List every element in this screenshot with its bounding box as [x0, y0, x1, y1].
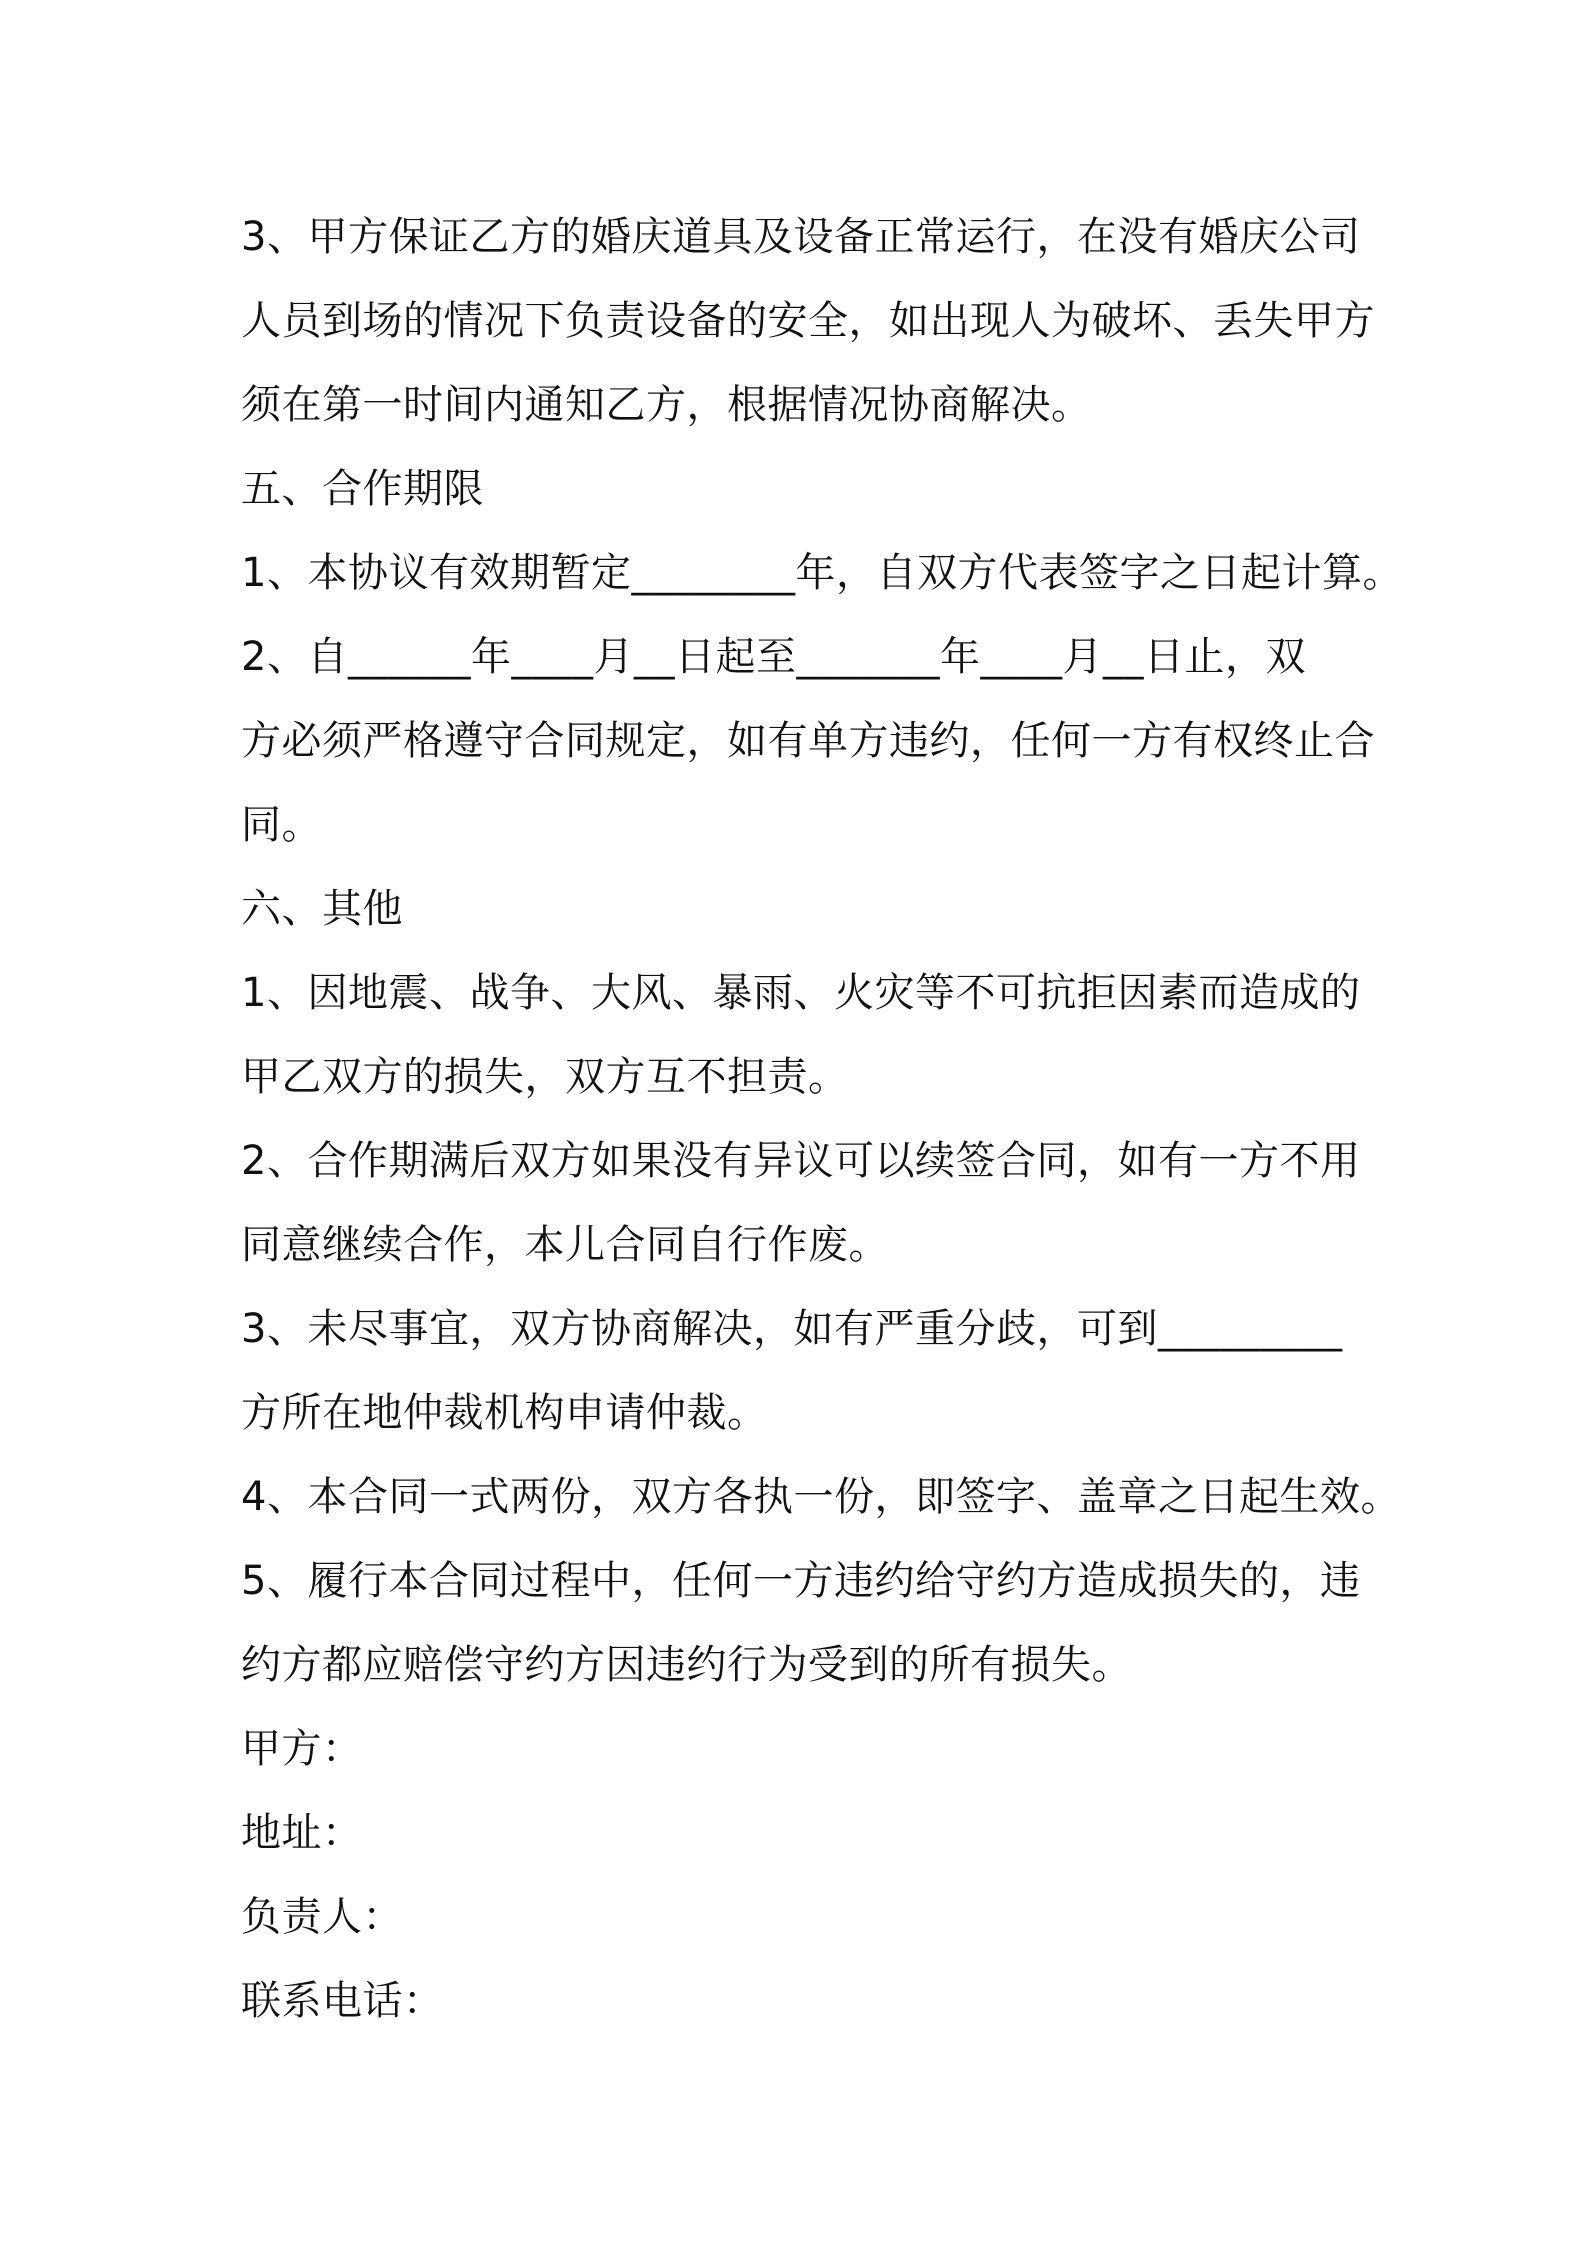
section-5-clause-2-line-2: 方必须严格遵守合同规定，如有单方违约，任何一方有权终止合: [241, 718, 1375, 764]
responsible-person-label: 负责人：: [241, 1894, 403, 1940]
section-6-clause-3-line-1: 3、未尽事宜，双方协商解决，如有严重分歧，可到_________: [241, 1306, 1343, 1352]
address-label: 地址：: [241, 1810, 363, 1856]
section-5-clause-2-line-1: 2、自______年____月__日起至_______年____月__日止，双: [241, 634, 1306, 680]
section-6-clause-2-line-1: 2、合作期满后双方如果没有异议可以续签合同，如有一方不用: [241, 1138, 1361, 1184]
contact-phone-label: 联系电话：: [241, 1978, 444, 2024]
clause-3-line-3: 须在第一时间内通知乙方，根据情况协商解决。: [241, 382, 1092, 428]
section-6-clause-5-line-1: 5、履行本合同过程中，任何一方违约给守约方造成损失的，违: [241, 1558, 1361, 1604]
clause-3-line-2: 人员到场的情况下负责设备的安全，如出现人为破坏、丢失甲方: [241, 298, 1375, 344]
section-5-heading: 五、合作期限: [241, 466, 484, 512]
clause-3-line-1: 3、甲方保证乙方的婚庆道具及设备正常运行，在没有婚庆公司: [241, 214, 1361, 260]
document-body: [241, 195, 1403, 2043]
section-6-clause-2-line-2: 同意继续合作，本儿合同自行作废。: [241, 1222, 889, 1268]
section-5-clause-1: 1、本协议有效期暂定________年，自双方代表签字之日起计算。: [241, 550, 1403, 596]
section-6-clause-4: 4、本合同一式两份，双方各执一份，即签字、盖章之日起生效。: [241, 1474, 1401, 1520]
party-a-label: 甲方：: [241, 1726, 363, 1772]
section-5-clause-2-line-3: 同。: [241, 802, 322, 848]
section-6-heading: 六、其他: [241, 886, 403, 932]
section-6-clause-3-line-2: 方所在地仲裁机构申请仲裁。: [241, 1390, 768, 1436]
section-6-clause-1-line-1: 1、因地震、战争、大风、暴雨、火灾等不可抗拒因素而造成的: [241, 970, 1361, 1016]
section-6-clause-5-line-2: 约方都应赔偿守约方因违约行为受到的所有损失。: [241, 1642, 1132, 1688]
section-6-clause-1-line-2: 甲乙双方的损失，双方互不担责。: [241, 1054, 849, 1100]
